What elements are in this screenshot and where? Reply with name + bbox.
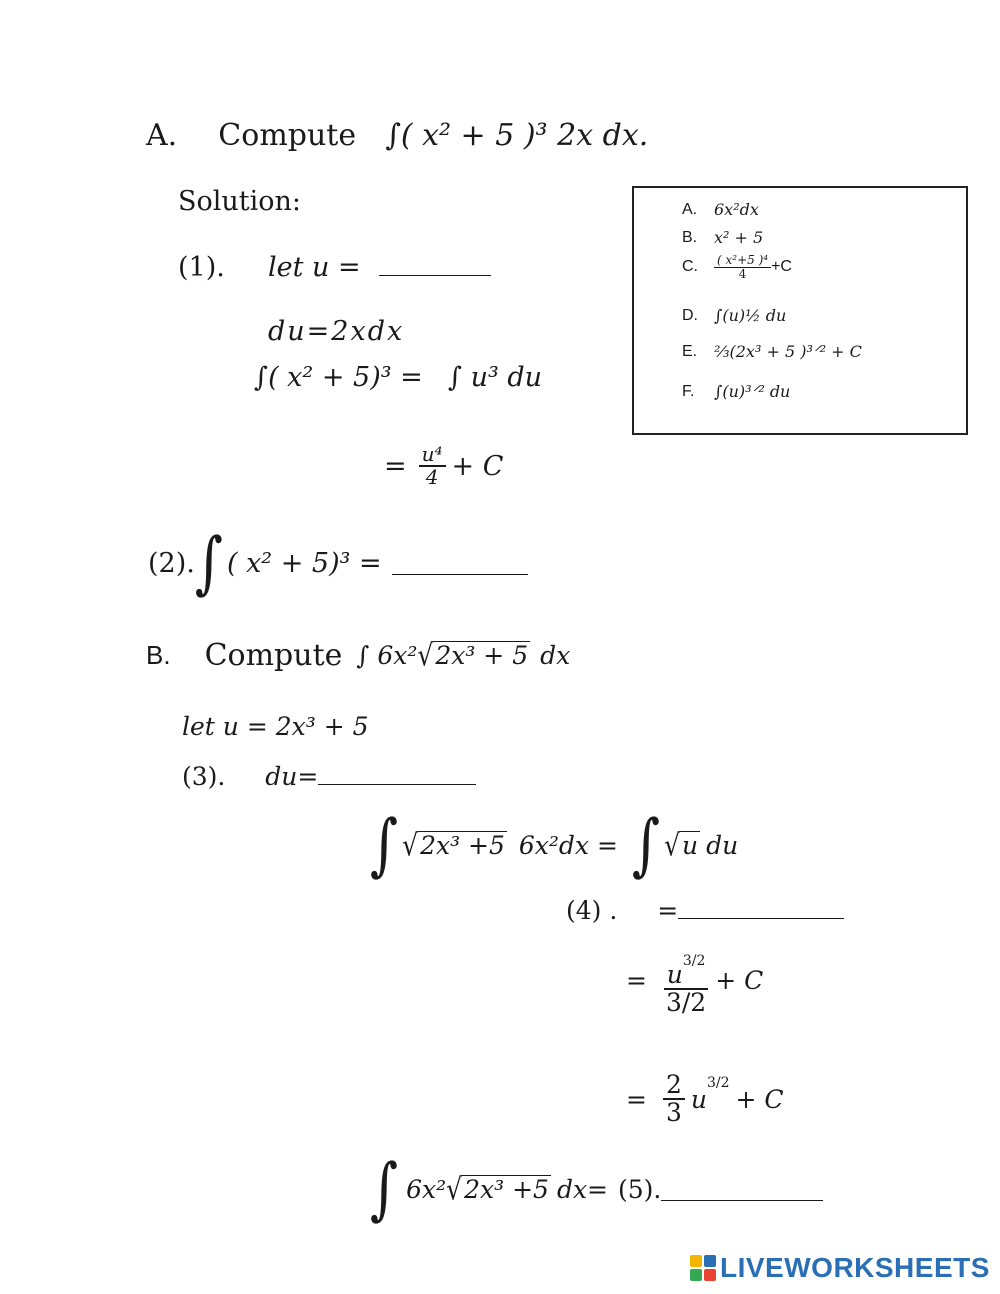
section-a-label: A.: [146, 118, 178, 153]
step-3-text: du=: [265, 762, 319, 791]
radical-icon: √: [446, 1171, 463, 1207]
frac2-exponent: 3/2: [706, 1075, 730, 1092]
step-2-answer-blank[interactable]: [392, 552, 528, 575]
sub-left-tail: 6x²dx =: [518, 830, 618, 860]
section-a-expression: ∫( x² + 5 )³ 2x dx.: [385, 118, 649, 153]
liveworksheets-logo-icon: [690, 1255, 716, 1281]
section-a-compute: Compute: [218, 118, 357, 153]
frac1-denominator: 3/2: [665, 988, 707, 1018]
step-3-label: (3).: [182, 762, 226, 791]
option-letter: A.: [682, 200, 698, 218]
radical-icon: √: [664, 827, 681, 863]
sub-right-radicand: u: [682, 830, 699, 860]
integral-line-left: ∫( x² + 5)³ =: [254, 362, 423, 393]
step-1: [178, 252, 491, 283]
option-d[interactable]: [682, 306, 786, 325]
step-3-answer-blank[interactable]: [318, 762, 476, 785]
step-1-label: (1).: [178, 252, 225, 283]
frac2-tail: + C: [735, 1084, 784, 1114]
section-b-label: B.: [146, 640, 171, 670]
step-4: [566, 896, 844, 925]
step-4-label: (4) .: [566, 896, 618, 925]
result-tail: + C: [451, 450, 504, 482]
liveworksheets-logo-text: LIVEWORKSHEETS: [720, 1252, 990, 1283]
sub-left-radicand: 2x³ +5: [420, 830, 505, 860]
section-b-expr-radicand: 2x³ + 5: [435, 641, 529, 671]
integral-line-right: ∫ u³ du: [447, 362, 543, 393]
step-3: [182, 762, 476, 791]
option-c-numerator: ( x²+5 )⁴: [714, 254, 771, 268]
substitution-line: [370, 805, 739, 884]
section-b-heading: [146, 638, 570, 673]
option-letter: E.: [682, 342, 698, 360]
step-2: [148, 523, 528, 602]
step-1-answer-blank[interactable]: [379, 253, 491, 276]
result-line: [384, 444, 503, 488]
section-b-expr-pre: ∫ 6x²: [356, 641, 418, 670]
frac1-exponent: 3/2: [682, 953, 706, 969]
option-b[interactable]: [682, 228, 763, 247]
frac1-base: u: [666, 960, 683, 989]
frac2: [663, 1072, 685, 1127]
option-a[interactable]: [682, 200, 759, 219]
frac2-equals: =: [626, 1084, 647, 1114]
step-2-expression: ( x² + 5)³ =: [226, 547, 382, 579]
section-b-expr-post: dx: [540, 641, 571, 670]
option-letter: F.: [682, 382, 695, 400]
radical-icon: √: [402, 827, 419, 863]
frac1-tail: + C: [715, 965, 764, 995]
option-c-denominator: 4: [738, 266, 747, 281]
option-value: ⅔(2x³ + 5 )³ᐟ² + C: [714, 342, 862, 361]
integral-sign-icon: ∫: [370, 805, 399, 884]
option-c-fraction: [714, 254, 771, 280]
frac1-numerator: [664, 944, 709, 990]
final-pre: 6x²: [406, 1174, 447, 1204]
frac1: [663, 944, 709, 1017]
integral-sign-icon: ∫: [370, 1149, 399, 1228]
final-line: [370, 1149, 823, 1228]
option-c-tail: +C: [771, 258, 792, 276]
option-letter: C.: [682, 258, 698, 276]
du-line: du=2xdx: [268, 316, 405, 347]
fraction-line-1: [626, 944, 763, 1017]
radical-icon: √: [417, 638, 434, 673]
option-value: ∫(u)½ du: [714, 306, 787, 325]
option-value: 6x²dx: [714, 200, 759, 219]
step-1-text: let u =: [268, 252, 361, 283]
answer-options-box: [632, 186, 968, 435]
section-a-heading: [146, 118, 648, 153]
liveworksheets-logo: [690, 1252, 990, 1284]
final-post: dx=: [556, 1174, 608, 1204]
final-radicand: 2x³ +5: [464, 1174, 549, 1204]
let-line: let u = 2x³ + 5: [182, 712, 369, 741]
solution-heading: Solution:: [178, 186, 302, 217]
option-f[interactable]: [682, 382, 790, 401]
integral-line: [254, 362, 542, 393]
result-numerator: u⁴: [419, 444, 446, 467]
integral-sign-icon: ∫: [631, 805, 661, 884]
result-denominator: 4: [425, 465, 439, 489]
option-e[interactable]: [682, 342, 862, 361]
frac1-equals: =: [626, 965, 647, 995]
option-letter: B.: [682, 228, 698, 246]
step-5-answer-blank[interactable]: [661, 1178, 823, 1201]
option-value: x² + 5: [714, 228, 764, 247]
step-4-equals: =: [657, 896, 679, 925]
integral-sign-icon: ∫: [194, 523, 223, 602]
step-5-label: (5).: [618, 1174, 662, 1204]
result-equals: =: [384, 450, 407, 482]
result-fraction: [419, 444, 446, 488]
step-4-answer-blank[interactable]: [678, 896, 844, 919]
option-value: ∫(u)³ᐟ² du: [714, 382, 791, 401]
section-b-compute: Compute: [204, 638, 343, 673]
option-c[interactable]: [682, 254, 792, 280]
frac2-numerator: 2: [663, 1072, 685, 1100]
step-2-label: (2).: [148, 547, 195, 579]
frac2-denominator: 3: [665, 1098, 682, 1128]
fraction-line-2: [626, 1072, 784, 1127]
frac2-base: u: [690, 1084, 707, 1114]
option-letter: D.: [682, 306, 698, 324]
sub-right-tail: du: [706, 830, 739, 860]
